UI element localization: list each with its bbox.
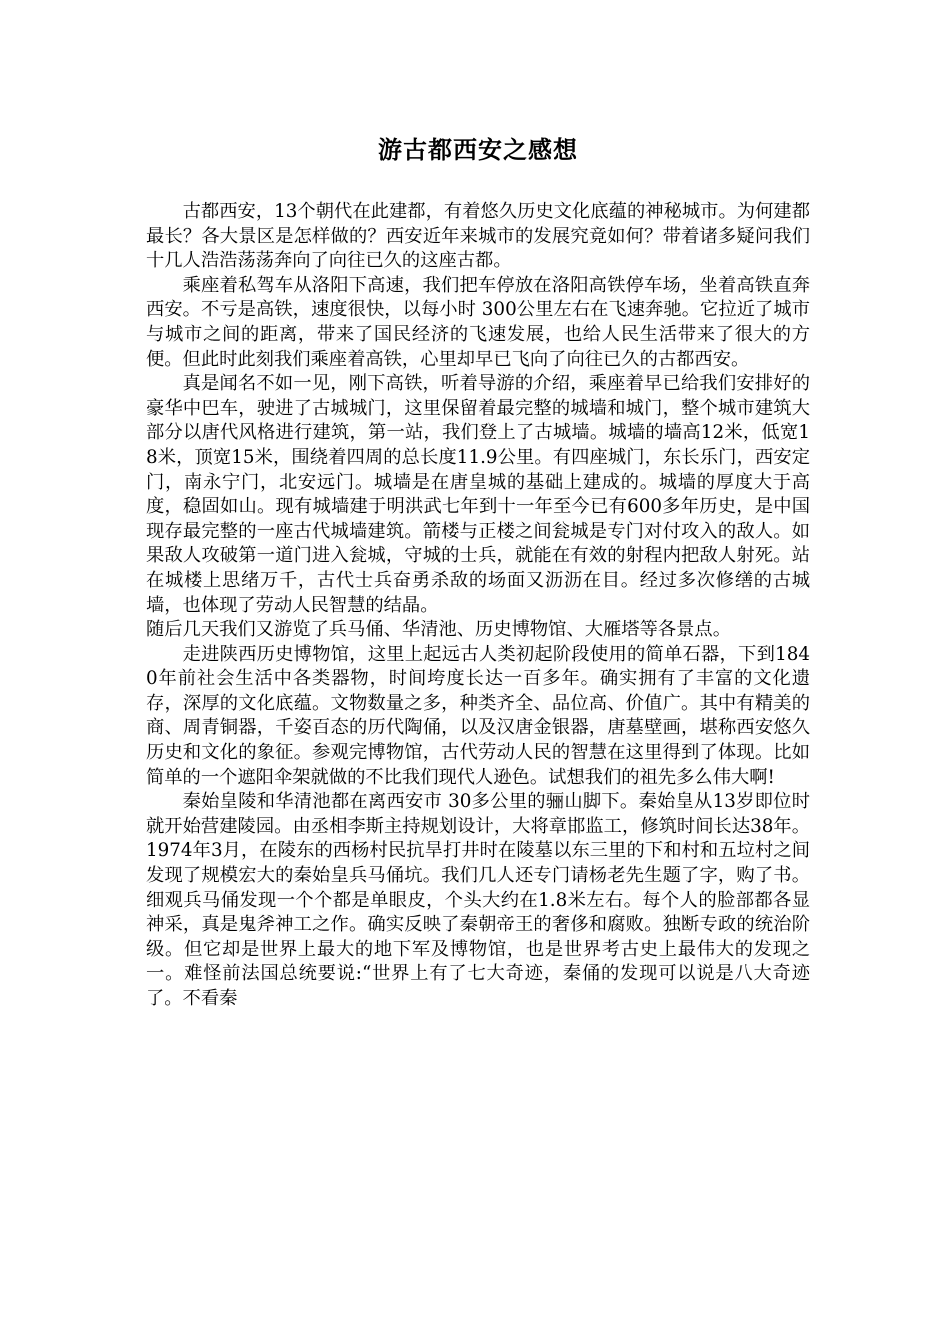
document-page bbox=[146, 120, 810, 1012]
paragraph-high-speed-rail: 乘座着私驾车从洛阳下高速，我们把车停放在洛阳高铁停车场，坐着高铁直奔西安。不亏是高铁，速度很快，以每小时 300公里左右在飞速奔驰。它拉近了城市与城市之间的距离，带来了国民经济的飞速发展，也给人民生活带来了很大的方便。但此时此刻我们乘座着高铁，心里却早已飞向了向往已久的古都西安。 bbox=[146, 274, 810, 370]
paragraph-attractions: 随后几天我们又游览了兵马俑、华清池、历史博物馆、大雁塔等各景点。 bbox=[146, 619, 731, 641]
paragraph-terracotta-army: 秦始皇陵和华清池都在离西安市 30多公里的骊山脚下。秦始皇从13岁即位时就开始营建陵园。由丞相李斯主持规划设计，大将章邯监工，修筑时间长达38年。1974年3月，在陵东的西杨村民抗旱打井时在陵墓以东三里的下和村和五垃村之间发现了规模宏大的秦始皇兵马俑坑。我们几人还专门请杨老先生题了字，购了书。细观兵马俑发现一个个都是单眼皮，个头大约在1.8米左右。每个人的脸部都各显神采，真是鬼斧神工之作。确实反映了秦朝帝王的奢侈和腐败。独断专政的统治阶级。但它却是世界上最大的地下军及博物馆，也是世界考古史上最伟大的发现之一。难怪前法国总统要说:“世界上有了七大奇迹，秦俑的发现可以说是八大奇迹了。不看秦 bbox=[146, 791, 810, 1009]
paragraph-history-museum: 走进陕西历史博物馆，这里上起远古人类初起阶段使用的简单石器，下到1840年前社会生活中各类器物，时间垮度长达一百多年。确实拥有了丰富的文化遗存，深厚的文化底蕴。文物数量之多，种类齐全、品位高、价值广。其中有精美的商、周青铜器，千姿百态的历代陶俑，以及汉唐金银器，唐墓壁画，堪称西安悠久历史和文化的象征。参观完博物馆，古代劳动人民的智慧在这里得到了体现。比如简单的一个遮阳伞架就做的不比我们现代人逊色。试想我们的祖先多么伟大啊! bbox=[146, 643, 810, 788]
paragraph-city-wall: 真是闻名不如一见，刚下高铁，听着导游的介绍，乘座着早已给我们安排好的豪华中巴车，驶进了古城城门，这里保留着最完整的城墙和城门，整个城市建筑大部分以唐代风格进行建筑，第一站，我们登上了古城墙。城墙的墙高12米，低宽18米，顶宽15米，围绕着四周的总长度11.9公里。有四座城门，东长乐门，西安定门，南永宁门，北安远门。城墙是在唐皇城的基础上建成的。城墙的厚度大于高度，稳固如山。现有城墙建于明洪武七年到十一年至今已有600多年历史，是中国现存最完整的一座古代城墙建筑。箭楼与正楼之间瓮城是专门对付攻入的敌人。如果敌人攻破第一道门进入瓮城，守城的士兵，就能在有效的射程内把敌人射死。站在城楼上思绪万千，古代士兵奋勇杀敌的场面又沥沥在目。经过多次修缮的古城墙，也体现了劳动人民智慧的结晶。 bbox=[146, 373, 810, 616]
title-spacer bbox=[146, 180, 810, 200]
document-title: 游古都西安之感想 bbox=[378, 135, 578, 164]
paragraph-intro: 古都西安，13个朝代在此建都，有着悠久历史文化底蕴的神秘城市。为何建都最长？各大景区是怎样做的？西安近年来城市的发展究竟如何？带着诸多疑问我们十几人浩浩荡荡奔向了向往已久的这座古都。 bbox=[146, 201, 810, 272]
